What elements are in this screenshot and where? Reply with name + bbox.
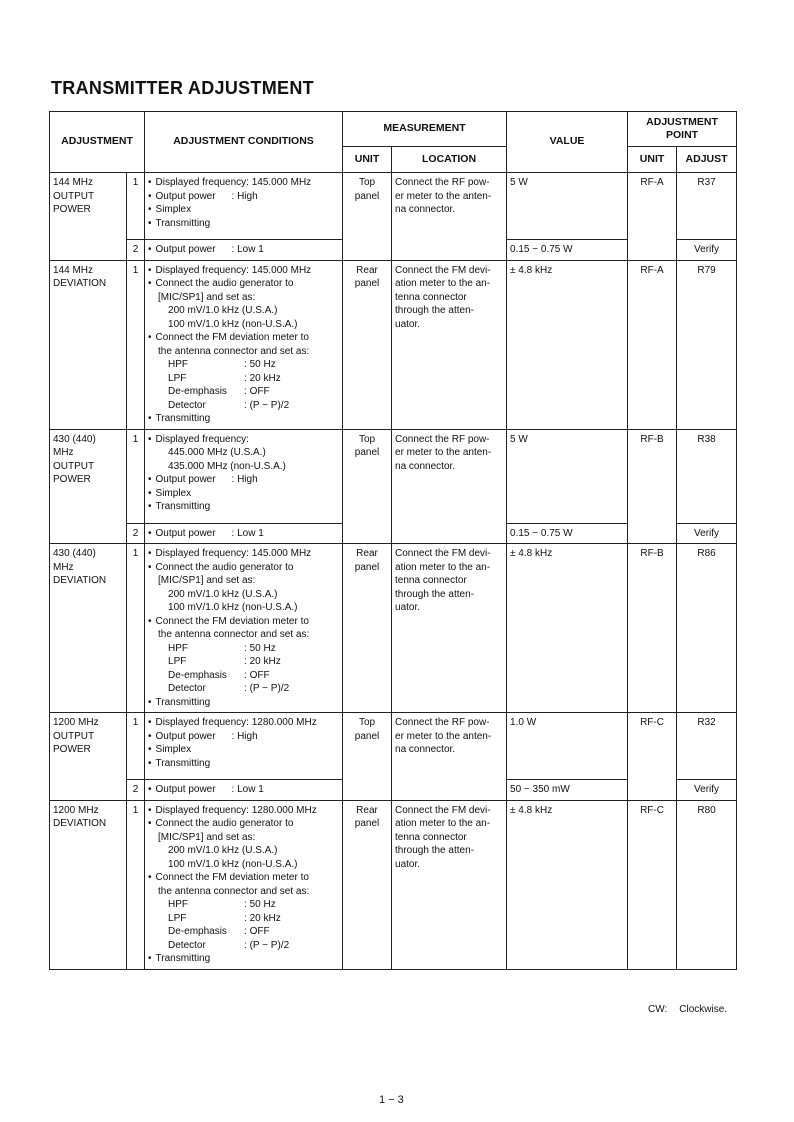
table-row: [50, 173, 737, 240]
page-number: 1 − 3: [379, 1094, 404, 1106]
step-number: 1: [127, 260, 145, 429]
adjustment-point-unit: RF-B: [628, 544, 677, 713]
step-number: 1: [127, 713, 145, 780]
adjustment-name: 144 MHz OUTPUT POWER: [50, 173, 127, 261]
header-adjustment: ADJUSTMENT: [50, 112, 145, 173]
adjustment-point-adjust: R32: [677, 713, 737, 780]
adjustment-conditions: • Output power : Low 1: [145, 780, 343, 801]
header-value: VALUE: [507, 112, 628, 173]
step-number: 1: [127, 800, 145, 969]
measurement-unit: Top panel: [343, 173, 392, 261]
header-adjustment-point: ADJUSTMENT POINT: [628, 112, 737, 147]
adjustment-point-unit: RF-C: [628, 800, 677, 969]
measurement-unit: Rear panel: [343, 544, 392, 713]
adjustment-name: 144 MHz DEVIATION: [50, 260, 127, 429]
header-measurement-unit: UNIT: [343, 147, 392, 173]
adjustment-conditions: • Displayed frequency: 145.000 MHz • Connect the audio generator to [MIC/SP1] and set as: 200 mV/1.0 kHz (U.S.A.) 100 mV/1.0 kHz (non-U.S.A.) • Connect the FM deviation meter to the antenna connector and set as: HPF : 50 Hz LPF : 20 kHz De-emphasis : OFF Detector : (P − P)/2 • Transmitting: [145, 544, 343, 713]
step-number: 1: [127, 429, 145, 523]
measurement-location: Connect the RF pow- er meter to the anten- na connector.: [392, 173, 507, 261]
adjustment-conditions: • Output power : Low 1: [145, 240, 343, 261]
adjustment-point-unit: RF-A: [628, 260, 677, 429]
adjustment-point-adjust: R37: [677, 173, 737, 240]
adjustment-point-adjust: Verify: [677, 523, 737, 544]
value: ± 4.8 kHz: [507, 260, 628, 429]
value: 1.0 W: [507, 713, 628, 780]
adjustment-point-adjust: Verify: [677, 780, 737, 801]
header-location: LOCATION: [392, 147, 507, 173]
adjustment-name: 1200 MHz OUTPUT POWER: [50, 713, 127, 801]
value: 0.15 − 0.75 W: [507, 523, 628, 544]
table-row: [50, 713, 737, 780]
adjustment-point-unit: RF-B: [628, 429, 677, 544]
table-row: [50, 800, 737, 969]
adjustment-conditions: • Displayed frequency: 145.000 MHz • Connect the audio generator to [MIC/SP1] and set as: 200 mV/1.0 kHz (U.S.A.) 100 mV/1.0 kHz (non-U.S.A.) • Connect the FM deviation meter to the antenna connector and set as: HPF : 50 Hz LPF : 20 kHz De-emphasis : OFF Detector : (P − P)/2 • Transmitting: [145, 260, 343, 429]
header-point-unit: UNIT: [628, 147, 677, 173]
adjustment-point-unit: RF-A: [628, 173, 677, 261]
measurement-location: Connect the FM devi- ation meter to the an- tenna connector through the atten- uator.: [392, 260, 507, 429]
step-number: 2: [127, 780, 145, 801]
value: ± 4.8 kHz: [507, 800, 628, 969]
footnote: [648, 1004, 727, 1015]
measurement-unit: Rear panel: [343, 260, 392, 429]
measurement-unit: Rear panel: [343, 800, 392, 969]
measurement-unit: Top panel: [343, 713, 392, 801]
value: ± 4.8 kHz: [507, 544, 628, 713]
footnote-text: Clockwise.: [679, 1004, 728, 1015]
adjustment-point-adjust: R80: [677, 800, 737, 969]
header-point-adjust: ADJUST: [677, 147, 737, 173]
table-row: [50, 544, 737, 713]
adjustment-point-adjust: R38: [677, 429, 737, 523]
measurement-location: Connect the RF pow- er meter to the anten- na connector.: [392, 429, 507, 544]
adjustment-point-adjust: Verify: [677, 240, 737, 261]
adjustment-conditions: • Displayed frequency: 445.000 MHz (U.S.A.) 435.000 MHz (non-U.S.A.) • Output power : High • Simplex • Transmitting: [145, 429, 343, 523]
value: 5 W: [507, 429, 628, 523]
adjustment-point-unit: RF-C: [628, 713, 677, 801]
measurement-location: Connect the FM devi- ation meter to the an- tenna connector through the atten- uator.: [392, 800, 507, 969]
measurement-location: Connect the FM devi- ation meter to the an- tenna connector through the atten- uator.: [392, 544, 507, 713]
adjustment-name: 430 (440) MHz OUTPUT POWER: [50, 429, 127, 544]
adjustment-point-adjust: R79: [677, 260, 737, 429]
value: 50 − 350 mW: [507, 780, 628, 801]
adjustment-point-adjust: R86: [677, 544, 737, 713]
value: 5 W: [507, 173, 628, 240]
adjustment-name: 1200 MHz DEVIATION: [50, 800, 127, 969]
header-measurement: MEASUREMENT: [343, 112, 507, 147]
footnote-abbreviation: CW:: [648, 1004, 668, 1015]
step-number: 2: [127, 523, 145, 544]
adjustment-name: 430 (440) MHz DEVIATION: [50, 544, 127, 713]
measurement-unit: Top panel: [343, 429, 392, 544]
adjustment-conditions: • Output power : Low 1: [145, 523, 343, 544]
table-row: [50, 429, 737, 523]
transmitter-adjustment-table: [49, 111, 737, 970]
page-title: TRANSMITTER ADJUSTMENT: [51, 78, 314, 98]
step-number: 2: [127, 240, 145, 261]
adjustment-conditions: • Displayed frequency: 1280.000 MHz • Output power : High • Simplex • Transmitting: [145, 713, 343, 780]
value: 0.15 − 0.75 W: [507, 240, 628, 261]
step-number: 1: [127, 173, 145, 240]
table-row: [50, 260, 737, 429]
step-number: 1: [127, 544, 145, 713]
header-conditions: ADJUSTMENT CONDITIONS: [145, 112, 343, 173]
measurement-location: Connect the RF pow- er meter to the anten- na connector.: [392, 713, 507, 801]
adjustment-conditions: • Displayed frequency: 1280.000 MHz • Connect the audio generator to [MIC/SP1] and set as: 200 mV/1.0 kHz (U.S.A.) 100 mV/1.0 kHz (non-U.S.A.) • Connect the FM deviation meter to the antenna connector and set as: HPF : 50 Hz LPF : 20 kHz De-emphasis : OFF Detector : (P − P)/2 • Transmitting: [145, 800, 343, 969]
adjustment-conditions: • Displayed frequency: 145.000 MHz • Output power : High • Simplex • Transmitting: [145, 173, 343, 240]
